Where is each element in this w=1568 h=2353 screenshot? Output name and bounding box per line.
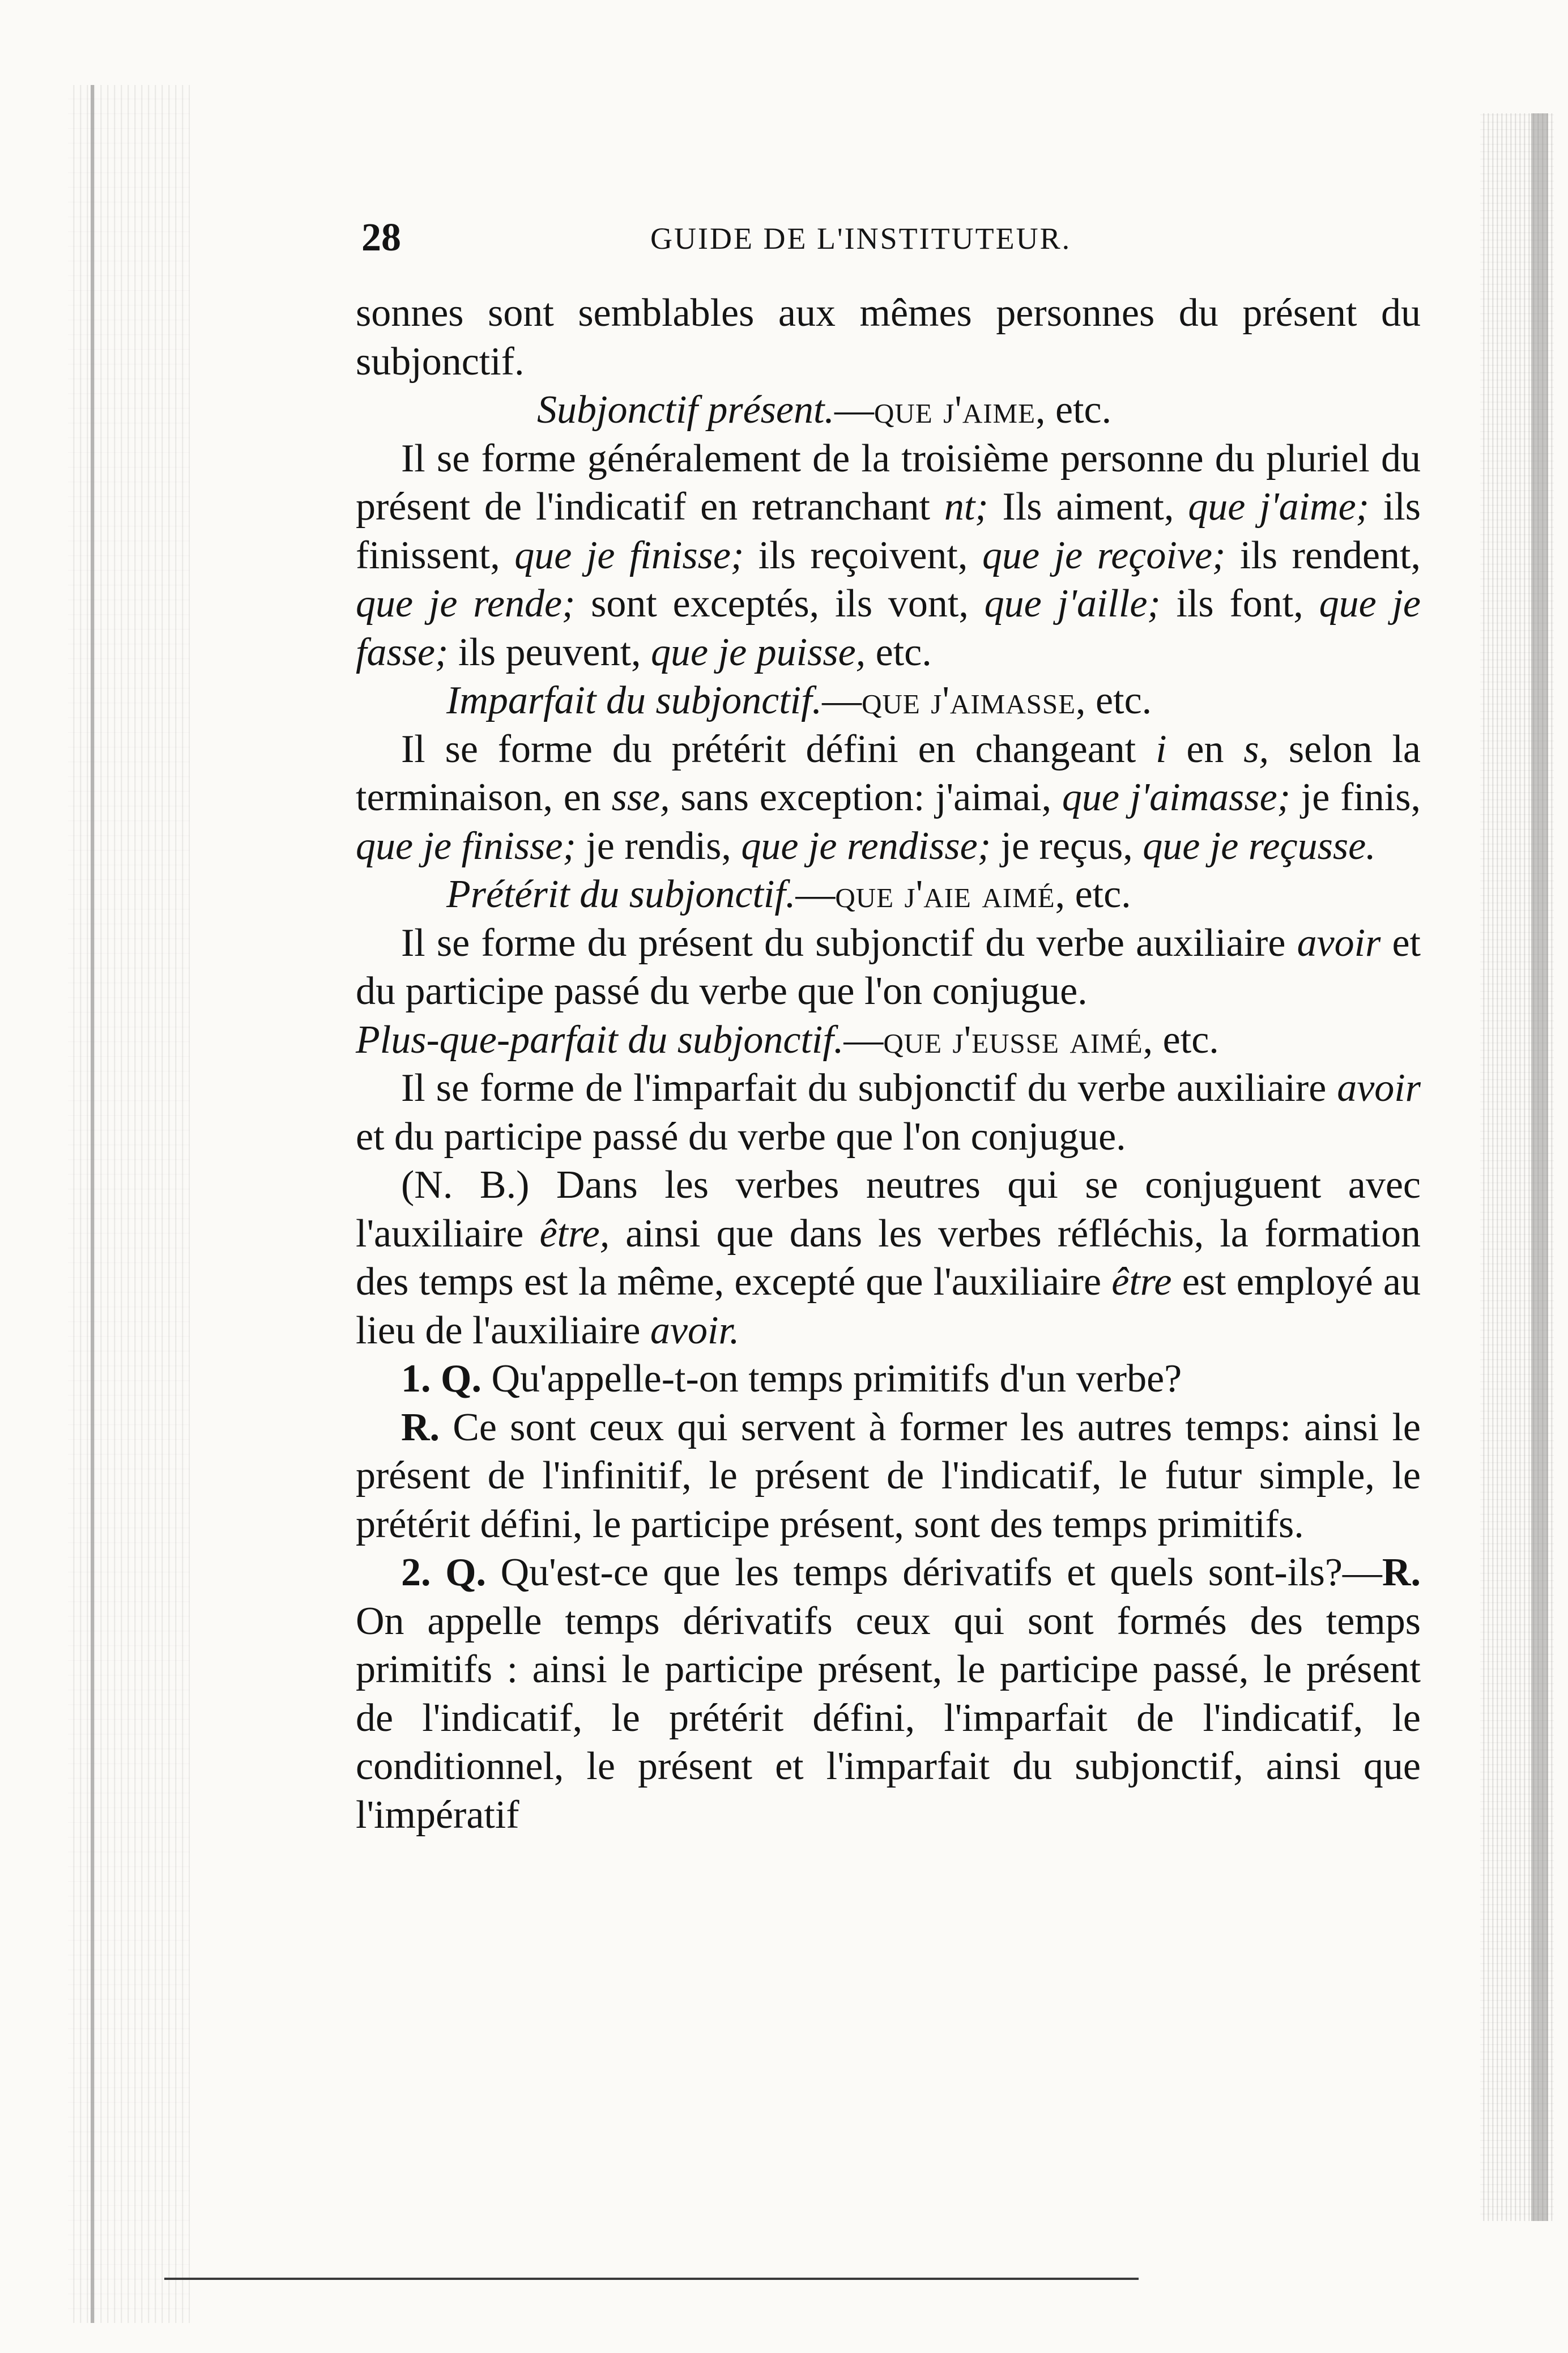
paragraph-nota-bene: (N. B.) Dans les verbes neutres qui se conjuguent avec l'auxiliaire être, ainsi que dans les verbes réfléchis, la formation des temps est la même, excepté que l'auxiliaire être est employé au lieu de l'auxiliaire avoir. [356, 1163, 1421, 1352]
paragraph-preterit-subjonctif: Il se forme du présent du subjonctif du verbe auxiliaire avoir et du participe passé du verbe que l'on conjugue. [356, 921, 1421, 1013]
left-gutter-binding [68, 85, 190, 2323]
paragraph-plus-que-parfait: Il se forme de l'imparfait du subjonctif du verbe auxiliaire avoir et du participe passé du verbe que l'on conjugue. [356, 1066, 1421, 1159]
page [356, 215, 1421, 1839]
paragraph-imparfait-subjonctif: Il se forme du prétérit défini en changeant i en s, selon la terminaison, en sse, sans exception: j'aimai, que j'aimasse; je finis, que je finisse; je rendis, que je rendisse; je reçus, que je reçusse. [356, 727, 1421, 868]
section-heading-plus-que-parfait: Plus-que-parfait du subjonctif.—que j'eusse aimé, etc. [356, 1018, 1219, 1062]
paragraph-subjonctif-present: Il se forme généralement de la troisième personne du pluriel du présent de l'indicatif en retranchant nt; Ils aiment, que j'aime; ils finissent, que je finisse; ils reçoivent, que je reçoive; ils rendent, que je rende; sont exceptés, ils vont, que j'aille; ils font, que je fasse; ils peuvent, que je puisse, etc. [356, 436, 1421, 674]
section-heading-imparfait-subjonctif: Imparfait du subjonctif.—que j'aimasse, etc. [446, 679, 1152, 722]
intro-paragraph: sonnes sont semblables aux mêmes personnes du présent du subjonctif. [356, 291, 1421, 384]
body-text [356, 289, 1421, 1839]
section-heading-preterit-subjonctif: Prétérit du subjonctif.—que j'aie aimé, etc. [446, 873, 1131, 916]
answer-1: R. Ce sont ceux qui servent à former les autres temps: ainsi le présent de l'infinitif, le présent de l'indicatif, le futur simple, le prétérit défini, le participe présent, sont des temps primitifs. [356, 1405, 1421, 1546]
page-header [356, 215, 1421, 289]
section-heading-subjonctif-present: Subjonctif présent.—que j'aime, etc. [537, 388, 1112, 432]
bottom-rule [164, 2278, 1139, 2280]
question-2: 2. Q. Qu'est-ce que les temps dérivatifs et quels sont-ils?—R. On appelle temps dérivatifs ceux qui sont formés des temps primitifs : ainsi le participe présent, le participe passé, le présent de l'indicatif, le prétérit défini, l'imparfait de l'indicatif, le conditionnel, le présent et l'imparfait du subjonctif, ainsi que l'impératif [356, 1551, 1421, 1837]
running-title: GUIDE DE L'INSTITUTEUR. [650, 222, 1072, 256]
question-1: 1. Q. Qu'appelle-t-on temps primitifs d'un verbe? [401, 1357, 1182, 1401]
page-number: 28 [361, 216, 401, 259]
right-page-edge [1480, 113, 1554, 2221]
